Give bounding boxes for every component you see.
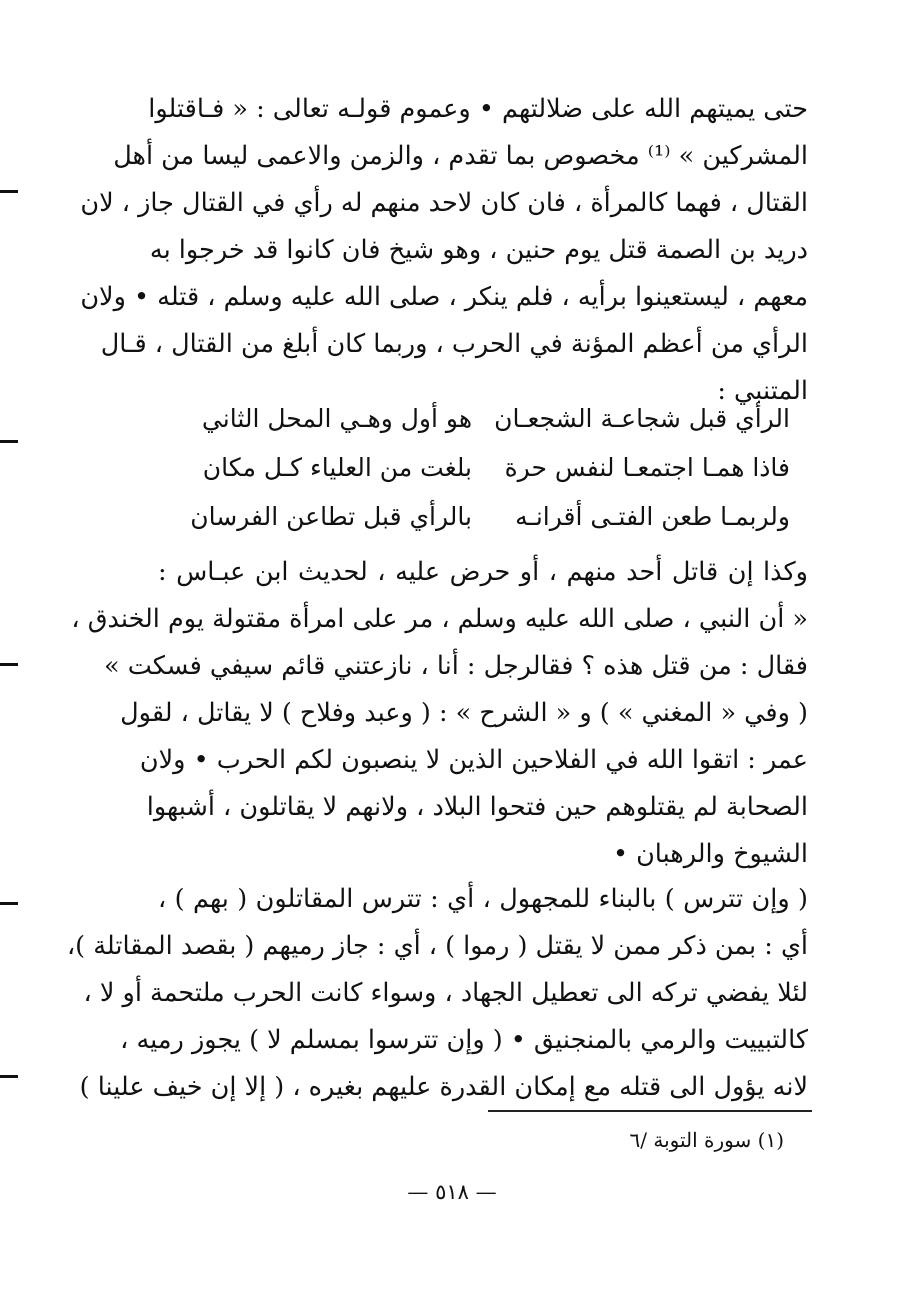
poem-verse <box>160 453 790 502</box>
margin-mark <box>0 1075 18 1078</box>
poem-second-hemistich: بلغت من العلياء كـل مكان <box>202 453 472 482</box>
text-line: الشيوخ والرهبان • <box>612 839 808 869</box>
text-line: أي : بمن ذكر ممن لا يقتل ( رموا ) ، أي : جاز رميهم ( بقصد المقاتلة )، <box>66 931 808 961</box>
poem <box>160 404 790 551</box>
text-line: الصحابة لم يقتلوهم حين فتحوا البلاد ، ولانهم لا يقاتلون ، أشبهوا <box>146 792 808 822</box>
poem-second-hemistich: هو أول وهـي المحل الثاني <box>201 404 472 433</box>
text-line: المشركين » ⁽¹⁾ مخصوص بما تقدم ، والزمن والاعمى ليسا من أهل <box>113 141 808 171</box>
text-line: « أن النبي ، صلى الله عليه وسلم ، مر على امرأة مقتولة يوم الخندق ، <box>71 604 808 634</box>
poem-first-hemistich: الرأي قبل شجاعـة الشجعـان <box>494 404 790 433</box>
text-line: وكذا إن قاتل أحد منهم ، أو حرض عليه ، لحديث ابن عبـاس : <box>158 557 808 587</box>
page-number: — ٥١٨ — <box>407 1180 497 1204</box>
footnote-separator <box>488 1110 812 1112</box>
text-line: فقال : من قتل هذه ؟ فقالرجل : أنا ، نازعتني قائم سيفي فسكت » <box>104 651 808 681</box>
text-line: لئلا يفضي تركه الى تعطيل الجهاد ، وسواء كانت الحرب ملتحمة أو لا ، <box>83 978 808 1008</box>
poem-first-hemistich: ولربمـا طعن الفتـى أقرانـه <box>515 502 790 531</box>
poem-first-hemistich: فاذا همـا اجتمعـا لنفس حرة <box>504 453 790 482</box>
paragraph-2 <box>71 549 808 878</box>
text-line: عمر : اتقوا الله في الفلاحين الذين لا ينصبون لكم الحرب • ولان <box>139 745 808 775</box>
text-line: معهم ، ليستعينوا برأيه ، فلم ينكر ، صلى الله عليه وسلم ، قتله • ولان <box>80 282 808 312</box>
paragraph-3 <box>66 876 808 1111</box>
margin-mark <box>0 440 18 443</box>
poem-verse <box>160 502 790 551</box>
text-line: ( وإن تترس ) بالبناء للمجهول ، أي : تترس المقاتلون ( بهم ) ، <box>158 884 808 914</box>
poem-second-hemistich: بالرأي قبل تطاعن الفرسان <box>190 502 472 531</box>
footnote: (١) سورة التوبة /٦ <box>629 1128 784 1152</box>
paragraph-1 <box>80 86 808 415</box>
margin-mark <box>0 663 18 666</box>
margin-mark <box>0 902 18 905</box>
text-line: كالتبييت والرمي بالمنجنيق • ( وإن تترسوا بمسلم لا ) يجوز رميه ، <box>120 1025 808 1055</box>
text-line: ( وفي « المغني » ) و « الشرح » : ( وعبد وفلاح ) لا يقاتل ، لقول <box>120 698 808 728</box>
text-line: لانه يؤول الى قتله مع إمكان القدرة عليهم بغيره ، ( إلا إن خيف علينا ) <box>79 1072 808 1102</box>
text-line: دريد بن الصمة قتل يوم حنين ، وهو شيخ فان كانوا قد خرجوا به <box>149 235 808 265</box>
text-line: القتال ، فهما كالمرأة ، فان كان لاحد منهم له رأي في القتال جاز ، لان <box>80 188 808 218</box>
text-line: المتنبي : <box>717 376 808 406</box>
margin-mark <box>0 190 18 193</box>
poem-verse <box>160 404 790 453</box>
text-line: الرأي من أعظم المؤنة في الحرب ، وربما كان أبلغ من القتال ، قـال <box>100 329 808 359</box>
text-line: حتى يميتهم الله على ضلالتهم • وعموم قولـه تعالى : « فـاقتلوا <box>148 94 808 124</box>
